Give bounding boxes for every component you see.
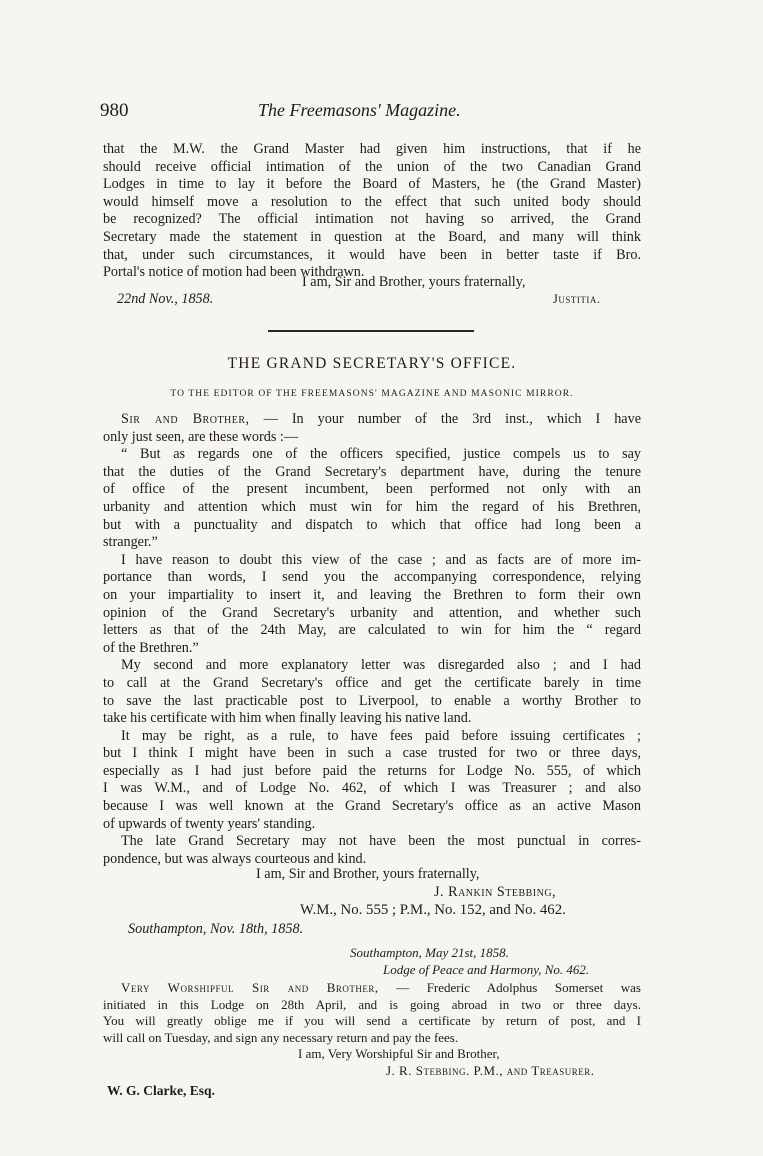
enclosure-closing: I am, Very Worshipful Sir and Brother, (298, 1046, 500, 1061)
article-closing: I am, Sir and Brother, yours fraternally, (256, 866, 480, 882)
text-line: that the M.W. the Grand Master had given him instructions, that if he (103, 141, 641, 157)
enclosure-lodge: Lodge of Peace and Harmony, No. 462. (383, 962, 590, 977)
article-title: THE GRAND SECRETARY'S OFFICE. (227, 355, 517, 372)
text-line: I was W.M., and of Lodge No. 462, of which I was Treasurer ; and also (103, 780, 641, 797)
text-line: stranger.” (103, 534, 158, 551)
section-divider (268, 330, 474, 332)
text-line: You will greatly oblige me if you will send a certificate by return of post, and I (103, 1013, 641, 1028)
text-line: to save the last practicable post to Liverpool, to enable a worthy Brother to (103, 692, 641, 709)
text-line: of office of the present incumbent, been performed not only with an (103, 481, 641, 498)
text-line: My second and more explanatory letter was disregarded also ; and I had (121, 657, 641, 674)
text-line: but with a punctuality and dispatch to which that office had long been a (103, 516, 641, 533)
text-line: that, under such circumstances, it would have been in better taste if Bro. (103, 246, 641, 263)
letter-continuation (103, 141, 641, 282)
letter1-date: 22nd Nov., 1858. (117, 291, 214, 307)
text-line: portance than words, I send you the accompanying correspondence, relying (103, 569, 641, 586)
article-signature-titles: W.M., No. 555 ; P.M., No. 152, and No. 462. (300, 902, 566, 918)
article-date: Southampton, Nov. 18th, 1858. (128, 921, 304, 937)
letter1-signature: Justitia. (553, 292, 601, 306)
text-line: but I think I might have been in such a case trusted for two or three days, (103, 745, 641, 762)
text-line: Lodges in time to lay it before the Board of Masters, he (the Grand Master) (103, 176, 641, 193)
running-title: The Freemasons' Magazine. (258, 100, 461, 120)
text-line: I have reason to doubt this view of the case ; and as facts are of more im- (121, 551, 641, 568)
text-line: only just seen, are these words :— (103, 428, 299, 445)
text-line: initiated in this Lodge on 28th April, and is going abroad in two or three days. (103, 996, 641, 1012)
text-line: urbanity and attention which must win for him the regard of his Brethren, (103, 498, 641, 515)
text-line: letters as that of the 24th May, are calculated to win for him the “ regard (103, 622, 641, 639)
enclosure-body (103, 980, 641, 1046)
text-line: “ But as regards one of the officers specified, justice compels us to say (121, 446, 641, 463)
text-line: to call at the Grand Secretary's office and get the certificate barely in time (103, 674, 641, 691)
text-line: Very Worshipful Sir and Brother, — Frederic Adolphus Somerset was (121, 980, 641, 995)
text-line: of upwards of twenty years' standing. (103, 815, 316, 832)
enclosure-signature: J. R. Stebbing. P.M., and Treasurer. (386, 1063, 595, 1078)
text-line: would himself move a resolution to the effect that such united body should (103, 193, 641, 210)
text-line: take his certificate with him when finally leaving his native land. (103, 710, 472, 727)
text-line: pondence, but was always courteous and kind. (103, 850, 367, 867)
text-line: Sir and Brother, — In your number of the 3rd inst., which I have (121, 411, 641, 427)
text-line: that the duties of the Grand Secretary's department have, during the tenure (103, 463, 641, 480)
text-line: be recognized? The official intimation not having so arrived, the Grand (103, 211, 641, 228)
text-line: opinion of the Grand Secretary's urbanity and attention, and whether such (103, 604, 641, 621)
letter1-closing: I am, Sir and Brother, yours fraternally, (302, 274, 526, 290)
page-header (100, 100, 640, 124)
text-line: will call on Tuesday, and sign any necessary return and pay the fees. (103, 1029, 459, 1045)
text-line: because I was well known at the Grand Secretary's office as an active Mason (103, 798, 641, 815)
article-signature: J. Rankin Stebbing, (434, 884, 557, 900)
text-line: Secretary made the statement in question at the Board, and many will think (103, 228, 641, 245)
text-line: It may be right, as a rule, to have fees paid before issuing certificates ; (121, 727, 641, 744)
enclosure-addressee: W. G. Clarke, Esq. (107, 1083, 215, 1098)
text-line: The late Grand Secretary may not have been the most punctual in corres- (121, 833, 641, 850)
enclosure-salutation: Very Worshipful Sir and Brother, (121, 980, 379, 995)
enclosure-place-date: Southampton, May 21st, 1858. (350, 945, 509, 960)
text-line: especially as I had just before paid the returns for Lodge No. 555, of which (103, 762, 641, 779)
article-subtitle: TO THE EDITOR OF THE FREEMASONS' MAGAZINE AND MASONIC MIRROR. (170, 389, 574, 399)
salutation: Sir and Brother, (121, 411, 250, 427)
text-line: should receive official intimation of the union of the two Canadian Grand (103, 158, 641, 175)
text-line: on your impartiality to insert it, and leaving the Brethren to form their own (103, 586, 641, 603)
page-number: 980 (100, 100, 129, 121)
text-line: of the Brethren.” (103, 639, 199, 656)
article-body (103, 411, 641, 868)
text-line: Portal's notice of motion had been withdrawn. (103, 264, 365, 281)
